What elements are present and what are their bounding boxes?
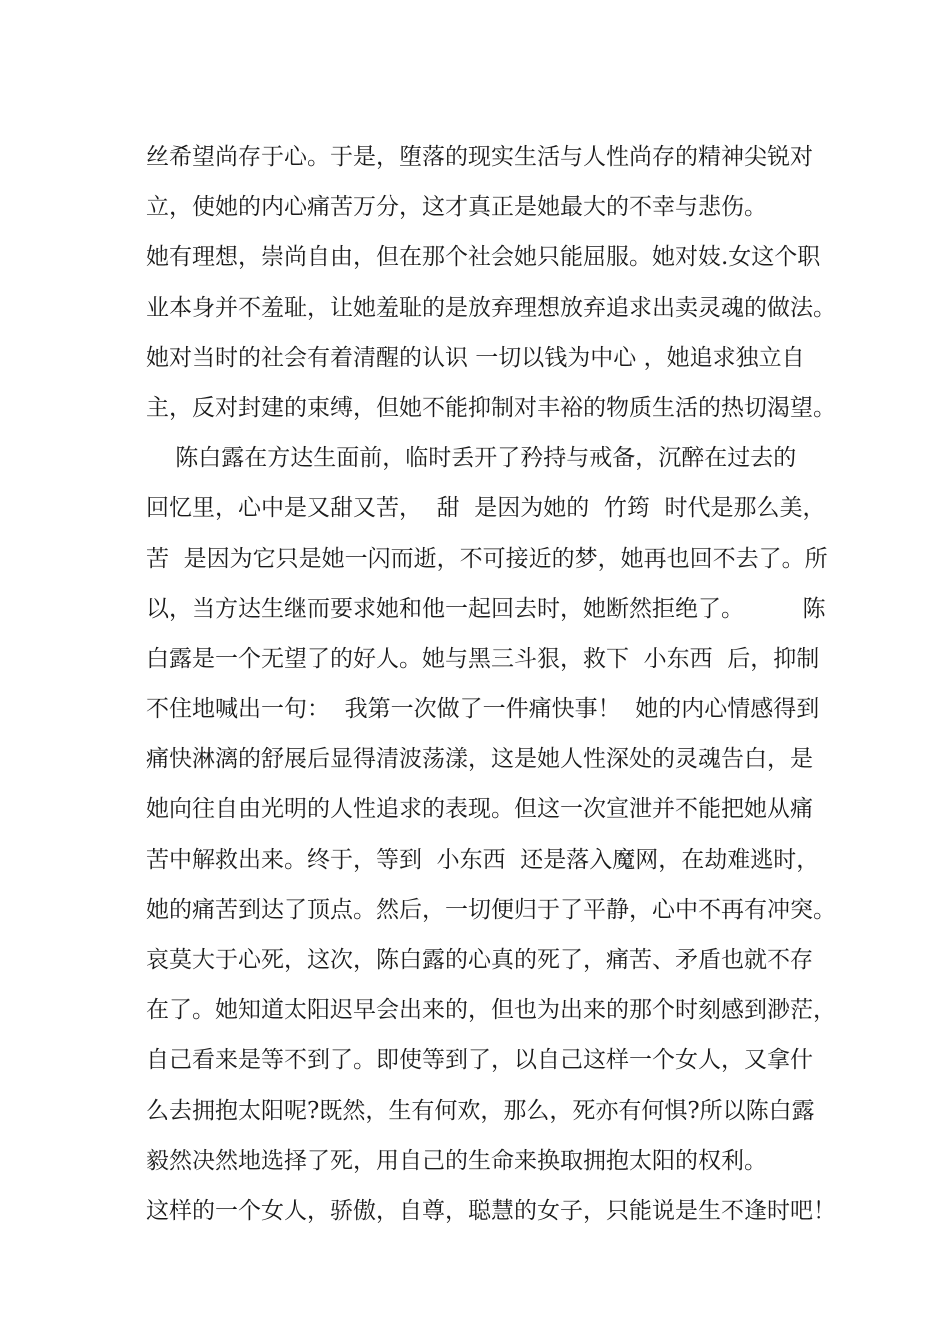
text-line: 立，使她的内心痛苦万分，这才真正是她最大的不幸与悲伤。 — [146, 194, 767, 221]
text-line: 白露是一个无望了的好人。她与黑三斗狠，救下 小东西 后，抑制 — [146, 645, 820, 672]
text-line: 以，当方达生继而要求她和他一起回去时，她断然拒绝了。 陈 — [146, 595, 826, 622]
text-line: 她向往自由光明的人性追求的表现。但这一次宣泄并不能把她从痛 — [146, 796, 813, 823]
text-line: 毅然决然地选择了死，用自己的生命来换取拥抱太阳的权利。 — [146, 1147, 767, 1174]
body-text — [146, 132, 836, 1236]
paragraph-start-line: 陈白露在方达生面前，临时丢开了矜持与戒备，沉醉在过去的 — [146, 445, 797, 472]
text-line: 在了。她知道太阳迟早会出来的，但也为出来的那个时刻感到渺茫， — [146, 997, 836, 1024]
text-line: 哀莫大于心死，这次，陈白露的心真的死了，痛苦、矛盾也就不存 — [146, 947, 813, 973]
text-line: 主，反对封建的束缚，但她不能抑制对丰裕的物质生活的热切渴望。 — [146, 394, 836, 421]
text-line: 苦 是因为它只是她一闪而逝，不可接近的梦，她再也回不去了。所 — [146, 545, 828, 572]
text-line: 这样的一个女人，骄傲，自尊，聪慧的女子，只能说是生不逢时吧！ — [146, 1197, 836, 1224]
text-line: 业本身并不羞耻，让她羞耻的是放弃理想放弃追求出卖灵魂的做法。 — [146, 294, 836, 321]
text-line: 她对当时的社会有着清醒的认识 一切以钱为中心 ，她追求独立自 — [146, 344, 805, 371]
text-line: 她有理想，崇尚自由，但在那个社会她只能屈服。她对妓.女这个职 — [146, 244, 821, 271]
text-line: 丝希望尚存于心。于是，堕落的现实生活与人性尚存的精神尖锐对 — [146, 144, 813, 170]
text-line: 回忆里，心中是又甜又苦， 甜 是因为她的 竹筠 时代是那么美， — [146, 495, 826, 522]
text-line: 痛快淋漓的舒展后显得清波荡漾，这是她人性深处的灵魂告白，是 — [146, 746, 813, 773]
text-line: 不住地喊出一句： 我第一次做了一件痛快事！ 她的内心情感得到 — [146, 696, 820, 723]
text-line: 么去拥抱太阳呢?既然，生有何欢，那么，死亦有何惧?所以陈白露 — [146, 1097, 815, 1124]
text-line: 苦中解救出来。终于，等到 小东西 还是落入魔网，在劫难逃时， — [146, 846, 820, 873]
text-line: 她的痛苦到达了顶点。然后，一切便归于了平静，心中不再有冲突。 — [146, 896, 836, 923]
text-line: 自己看来是等不到了。即使等到了，以自己这样一个女人，又拿什 — [146, 1047, 813, 1074]
